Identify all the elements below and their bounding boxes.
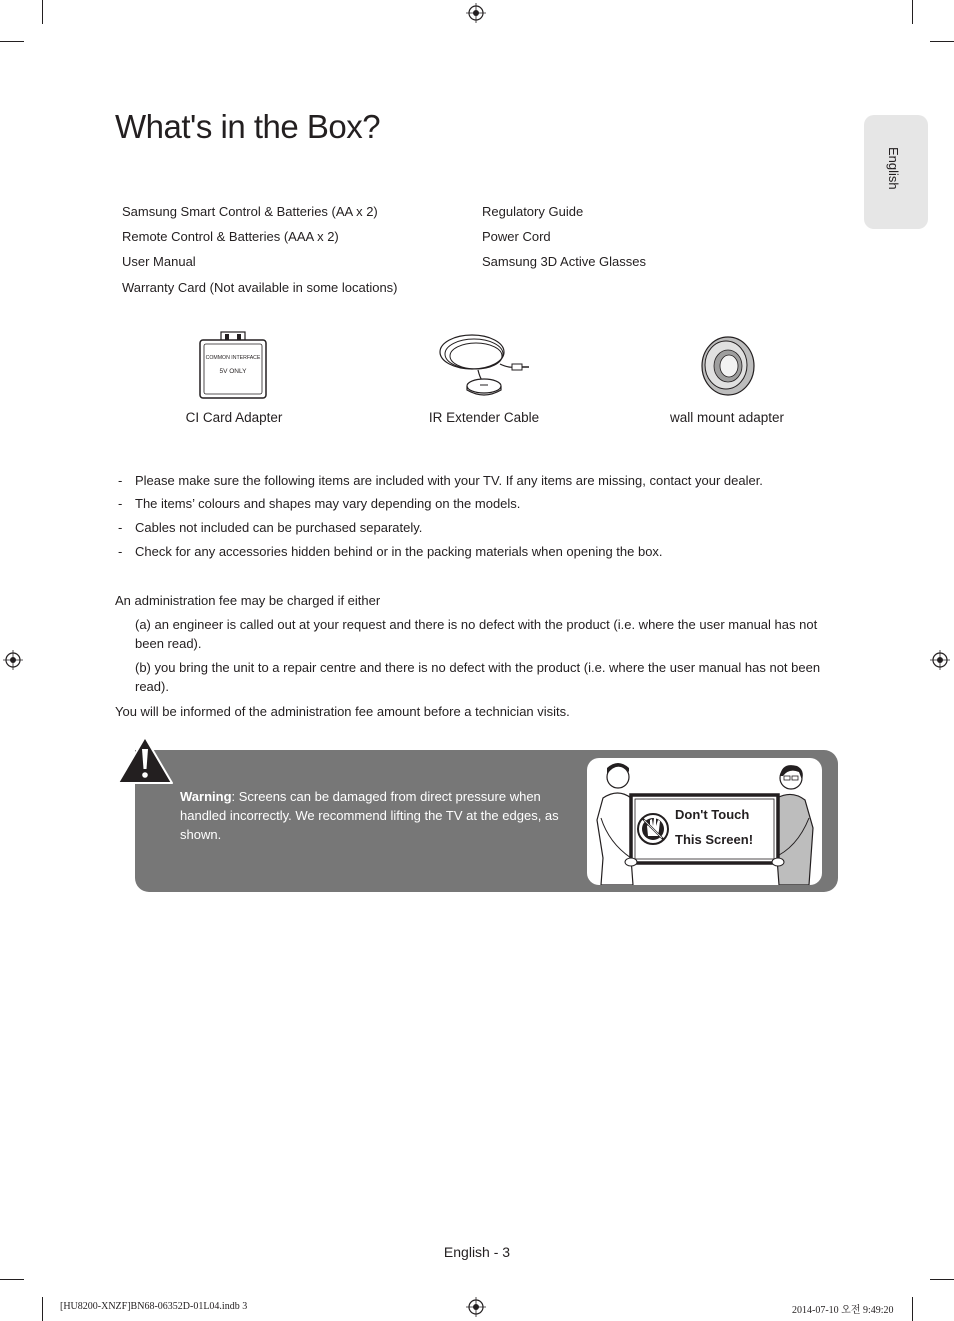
warning-label: Warning (180, 789, 232, 804)
wall-mount-adapter-image (696, 334, 756, 398)
box-item: Power Cord (482, 229, 551, 244)
ci-label-line2: 5V ONLY (219, 368, 247, 375)
crop-mark (912, 0, 913, 24)
note-item: Check for any accessories hidden behind or in the packing materials when opening the box. (135, 544, 663, 559)
box-item: User Manual (122, 254, 196, 269)
dont-touch-line1: Don't Touch (675, 807, 750, 822)
crop-mark (0, 41, 24, 42)
admin-fee-intro: An administration fee may be charged if either (115, 593, 381, 608)
accessory-caption: CI Card Adapter (185, 410, 283, 425)
registration-mark-icon (466, 3, 486, 23)
crop-mark (0, 1279, 24, 1280)
accessory-caption: wall mount adapter (669, 410, 785, 425)
ci-card-adapter-image (196, 330, 270, 402)
warning-triangle-icon (116, 735, 174, 785)
admin-fee-case-a: (a) an engineer is called out at your request and there is no defect with the product (i.e. where the user manual has not been read). (135, 617, 818, 651)
note-bullet: - (118, 520, 123, 535)
accessory-caption: IR Extender Cable (428, 410, 540, 425)
box-item: Remote Control & Batteries (AAA x 2) (122, 229, 339, 244)
page-footer: English - 3 (443, 1244, 511, 1260)
crop-mark (930, 41, 954, 42)
crop-mark (42, 1297, 43, 1321)
note-item: Please make sure the following items are included with your TV. If any items are missing, contact your dealer. (135, 473, 763, 488)
registration-mark-icon (3, 650, 23, 670)
note-item: The items’ colours and shapes may vary depending on the models. (135, 496, 521, 511)
note-bullet: - (118, 473, 123, 488)
box-item: Samsung Smart Control & Batteries (AA x 2) (122, 204, 378, 219)
page-title: What's in the Box? (115, 108, 381, 145)
admin-fee-case-b: (b) you bring the unit to a repair centre and there is no defect with the product (i.e. where the user manual has not been read). (135, 660, 821, 694)
language-side-tab (864, 115, 928, 229)
registration-mark-icon (930, 650, 950, 670)
box-item: Samsung 3D Active Glasses (482, 254, 647, 269)
language-tab-label: English (886, 147, 901, 190)
crop-mark (42, 0, 43, 24)
box-item: Regulatory Guide (482, 204, 584, 219)
ir-extender-cable-image (436, 330, 532, 402)
box-item: Warranty Card (Not available in some locations) (122, 280, 398, 295)
note-bullet: - (118, 496, 123, 511)
print-slug-file: [HU8200-XNZF]BN68-06352D-01L04.indb 3 (60, 1301, 248, 1312)
note-bullet: - (118, 544, 123, 559)
note-item: Cables not included can be purchased separately. (135, 520, 423, 535)
warning-body: : Screens can be damaged from direct pressure when handled incorrectly. We recommend lifting the TV at the edges, as shown. (180, 789, 559, 842)
dont-touch-line2: This Screen! (675, 832, 754, 847)
crop-mark (930, 1279, 954, 1280)
crop-mark (912, 1297, 913, 1321)
warning-text (180, 787, 570, 844)
ci-label-line1: COMMON INTERFACE (205, 355, 261, 361)
registration-mark-icon (466, 1297, 486, 1317)
print-slug-date: 2014-07-10 오전 9:49:20 (792, 1305, 894, 1316)
admin-fee-outro: You will be informed of the administration fee amount before a technician visits. (115, 704, 570, 719)
